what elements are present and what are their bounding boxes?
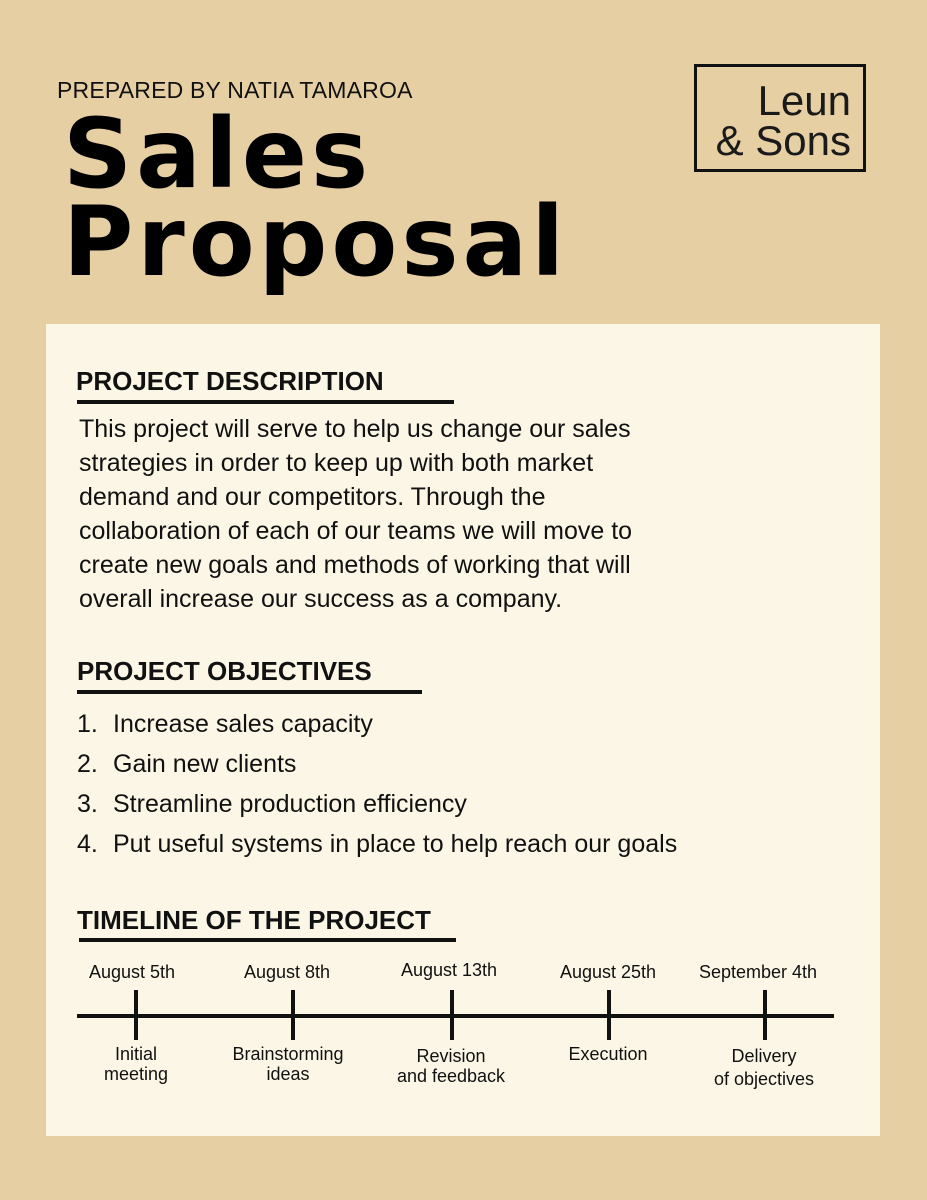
description-heading: PROJECT DESCRIPTION (76, 366, 384, 396)
timeline-label (679, 1045, 849, 1091)
timeline-label-line: Brainstorming (232, 1044, 344, 1064)
objective-text: Streamline production efficiency (113, 790, 467, 818)
logo-line-2: & Sons (715, 117, 851, 164)
timeline-tick (291, 990, 295, 1040)
prepared-by: PREPARED BY NATIA TAMAROA (57, 77, 413, 103)
objective-number: 1. (77, 710, 98, 738)
timeline-label-line: Initial (114, 1044, 158, 1064)
timeline-label-line: Revision (416, 1046, 486, 1066)
description-line: create new goals and methods of working that will (79, 551, 631, 579)
objective-text: Put useful systems in place to help reach our goals (113, 830, 678, 858)
timeline-date: August 8th (243, 962, 331, 982)
description-line: collaboration of each of our teams we will move to (79, 517, 633, 545)
timeline-label (366, 1046, 536, 1086)
timeline-label-line: meeting (103, 1064, 169, 1084)
timeline-date: August 13th (400, 960, 498, 980)
objective-number: 4. (77, 830, 98, 858)
timeline-label-line: of objectives (713, 1069, 815, 1089)
timeline-label-line: Execution (568, 1044, 648, 1064)
timeline-label-line: Delivery (731, 1046, 797, 1066)
timeline-date: August 25th (559, 962, 657, 982)
timeline-heading: TIMELINE OF THE PROJECT (77, 905, 431, 935)
objectives-heading: PROJECT OBJECTIVES (77, 656, 372, 686)
project-timeline (46, 324, 880, 1136)
timeline-label-line: and feedback (396, 1066, 506, 1086)
content-panel (46, 324, 880, 1136)
objective-number: 3. (77, 790, 98, 818)
timeline-label (203, 1044, 373, 1084)
timeline-label (51, 1044, 221, 1084)
description-line: demand and our competitors. Through the (79, 483, 546, 511)
timeline-date: September 4th (698, 962, 818, 982)
description-line: overall increase our success as a company. (79, 585, 563, 613)
timeline-label-line: ideas (266, 1064, 310, 1084)
timeline-label (523, 1044, 693, 1064)
timeline-tick (134, 990, 138, 1040)
timeline-date: August 5th (88, 962, 176, 982)
description-line: strategies in order to keep up with both market (79, 449, 594, 477)
company-logo (694, 64, 866, 172)
timeline-axis (77, 1014, 834, 1018)
timeline-tick (763, 990, 767, 1040)
description-line: This project will serve to help us change our sales (79, 415, 631, 443)
logo-line-1: Leun (757, 77, 851, 124)
objective-text: Increase sales capacity (113, 710, 373, 738)
title-line-2: Proposal (63, 186, 569, 298)
page-title (63, 98, 569, 298)
timeline-tick (607, 990, 611, 1040)
objective-text: Gain new clients (113, 750, 297, 778)
title-line-1: Sales (63, 98, 373, 210)
objective-number: 2. (77, 750, 98, 778)
timeline-tick (450, 990, 454, 1040)
